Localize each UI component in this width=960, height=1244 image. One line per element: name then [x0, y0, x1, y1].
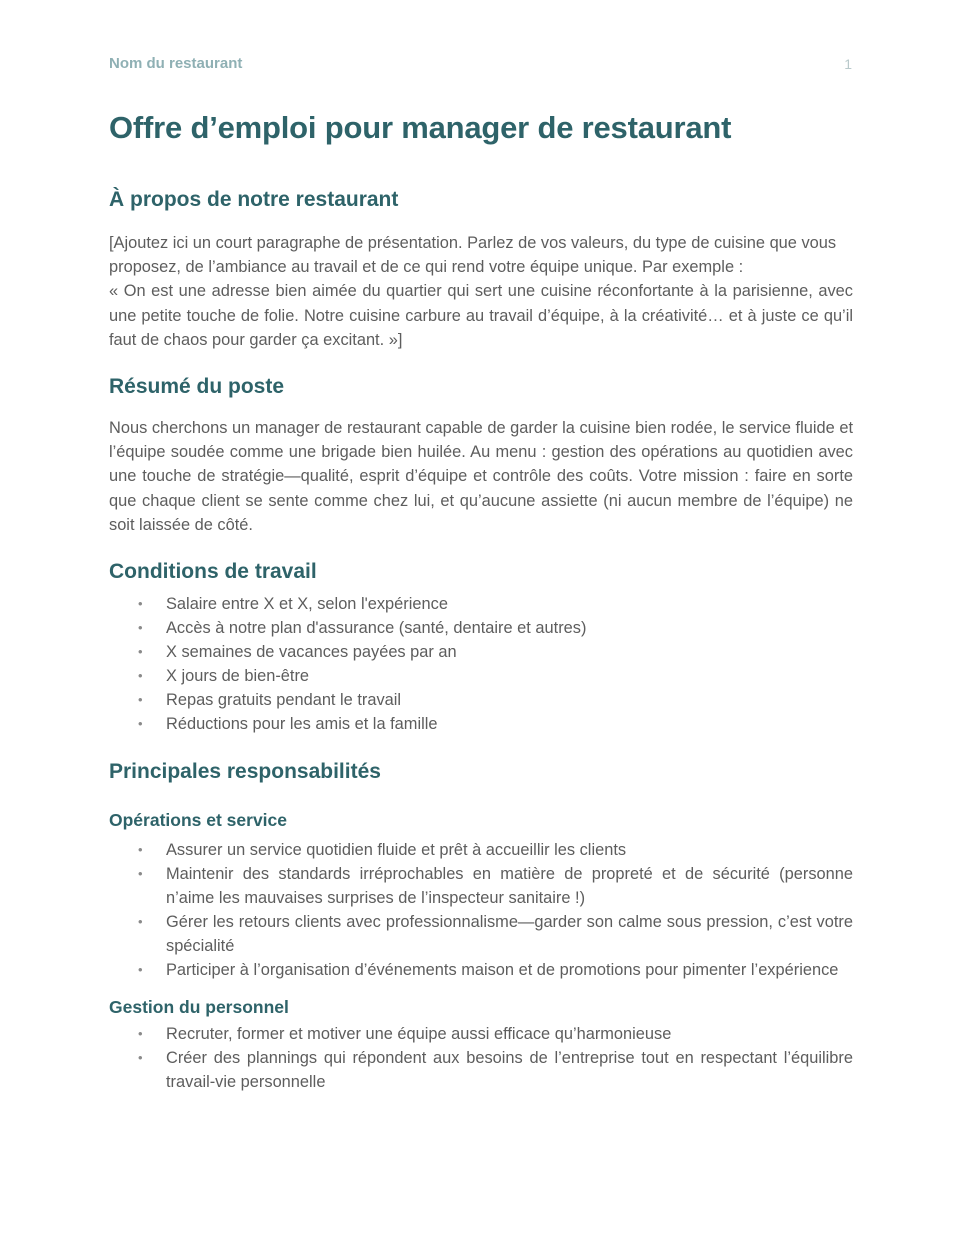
- bullet-icon: •: [138, 1026, 143, 1042]
- document-body: [109, 108, 853, 1094]
- list-item: • Créer des plannings qui répondent aux besoins de l’entreprise tout en respectant l’équilibre travail-vie personnelle: [109, 1046, 853, 1094]
- list-item: • Repas gratuits pendant le travail: [109, 688, 853, 712]
- header-restaurant-name: Nom du restaurant: [109, 55, 243, 72]
- bullet-icon: •: [138, 668, 143, 684]
- responsibilities-heading: Principales responsabilités: [109, 760, 381, 784]
- operations-list: [109, 838, 853, 982]
- bullet-icon: •: [138, 842, 143, 858]
- conditions-heading: Conditions de travail: [109, 560, 317, 584]
- list-item: • Maintenir des standards irréprochables en matière de propreté et de sécurité (personne n’aime les mauvaises surprises de l’inspecteur sanitaire !): [109, 862, 853, 910]
- about-paragraph-example: « On est une adresse bien aimée du quartier qui sert une cuisine réconfortante à la parisienne, avec une petite touche de folie. Notre cuisine carbure au travail d’équipe, à la créativité… et à juste ce qu’il faut de chaos pour garder ça excitant. »]: [109, 282, 853, 349]
- about-heading: À propos de notre restaurant: [109, 188, 399, 211]
- list-item: • Participer à l’organisation d’événements maison et de promotions pour pimenter l’expérience: [109, 958, 853, 982]
- list-item: • Réductions pour les amis et la famille: [109, 712, 853, 736]
- list-item: • Salaire entre X et X, selon l'expérience: [109, 592, 853, 616]
- summary-paragraph: Nous cherchons un manager de restaurant capable de garder la cuisine bien rodée, le service fluide et l’équipe soudée comme une brigade bien huilée. Au menu : gestion des opérations au quotidien avec une touche de stratégie—qualité, esprit d’équipe et contrôle des coûts. Votre mission : faire en sorte que chaque client se sente comme chez lui, et qu’aucune assiette (ni aucun membre de l’équipe) ne soit laissée de côté.: [109, 419, 853, 534]
- summary-heading: Résumé du poste: [109, 375, 285, 399]
- list-item: • Gérer les retours clients avec professionnalisme—garder son calme sous pression, c’est votre spécialité: [109, 910, 853, 958]
- bullet-icon: •: [138, 962, 143, 978]
- bullet-icon: •: [138, 620, 143, 636]
- operations-heading: Opérations et service: [109, 810, 287, 831]
- bullet-icon: •: [138, 914, 143, 930]
- list-item: • Accès à notre plan d'assurance (santé, dentaire et autres): [109, 616, 853, 640]
- list-item: • Assurer un service quotidien fluide et prêt à accueillir les clients: [109, 838, 853, 862]
- staff-heading: Gestion du personnel: [109, 997, 289, 1018]
- bullet-icon: •: [138, 716, 143, 732]
- bullet-icon: •: [138, 1050, 143, 1066]
- bullet-icon: •: [138, 644, 143, 660]
- list-item: • Recruter, former et motiver une équipe aussi efficace qu’harmonieuse: [109, 1022, 853, 1046]
- conditions-list: [109, 592, 853, 736]
- bullet-icon: •: [138, 692, 143, 708]
- bullet-icon: •: [138, 866, 143, 882]
- about-paragraph-intro: [Ajoutez ici un court paragraphe de présentation. Parlez de vos valeurs, du type de cuisine que vous proposez, de l’ambiance au travail et de ce qui rend votre équipe unique. Par exemple :: [109, 234, 837, 277]
- staff-list: [109, 1022, 853, 1094]
- document-title: Offre d’emploi pour manager de restaurant: [109, 110, 732, 145]
- bullet-icon: •: [138, 596, 143, 612]
- list-item: • X semaines de vacances payées par an: [109, 640, 853, 664]
- list-item: • X jours de bien-être: [109, 664, 853, 688]
- page-number: 1: [844, 56, 852, 72]
